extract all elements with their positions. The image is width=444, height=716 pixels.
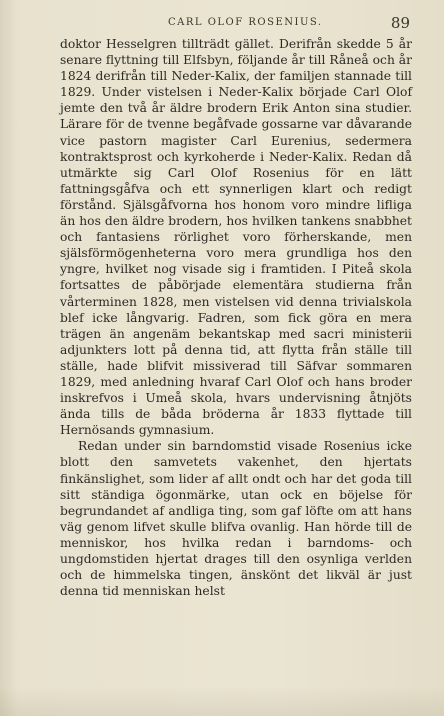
page-number: 89	[390, 14, 410, 32]
page-header	[60, 14, 410, 34]
paragraph: doktor Hesselgren tillträdt gället. Derifrån skedde 5 år senare flyttning till Elfsbyn, följande år till Råneå och år 1824 derifrån till Neder-Kalix, der familjen stannade till 1829. Under vistelsen i Neder-Kalix började Carl Olof jemte den två år äldre brodern Erik Anton sina studier. Lärare för de tvenne begåfvade gossarne var dåvarande vice pastorn magister Carl Eurenius, sedermera kontraktsprost och kyrkoherde i Neder-Kalix. Redan då utmärkte sig Carl Olof Rosenius för en lätt fattningsgåfva och ett synnerligen klart och redigt förstånd. Själsgåfvorna hos honom voro mindre lifliga än hos den äldre brodern, hos hvilken tankens snabbhet och fantasiens rörlighet voro förherskande, men själsförmögenheterna voro mera grundliga hos den yngre, hvilket nog visade sig i framtiden. I Piteå skola fortsattes de påbörjade elementära studierna från vårterminen 1828, men vistelsen vid denna trivialskola blef icke långvarig. Fadren, som fick göra en mera trägen än angenäm bekantskap med sacri ministerii adjunkters lott på denna tid, att flytta från ställe till ställe, hade blifvit missiverad till Säfvar sommaren 1829, med anledning hvaraf Carl Olof och hans broder inskrefvos i Umeå skola, hvars undervisning åtnjöts ända tills de båda bröderna år 1833 flyttade till Hernösands gymnasium.	[60, 37, 412, 438]
paragraph: Redan under sin barndomstid visade Rosenius icke blott den samvetets vakenhet, den hjertats finkänslighet, som lider af allt ondt och har det goda till sitt ständiga ögonmärke, utan ock en böjelse för begrundandet af andliga ting, som gaf löfte om att hans väg genom lifvet skulle blifva ovanlig. Han hörde till de menniskor, hos hvilka redan i barndoms- och ungdomstiden hjertat drages till den osynliga verlden och de himmelska tingen, änskönt det likväl är just denna tid menniskan helst	[60, 439, 412, 599]
page-shadow	[0, 686, 444, 716]
running-head: CARL OLOF ROSENIUS.	[168, 17, 323, 28]
body-text	[60, 36, 412, 599]
